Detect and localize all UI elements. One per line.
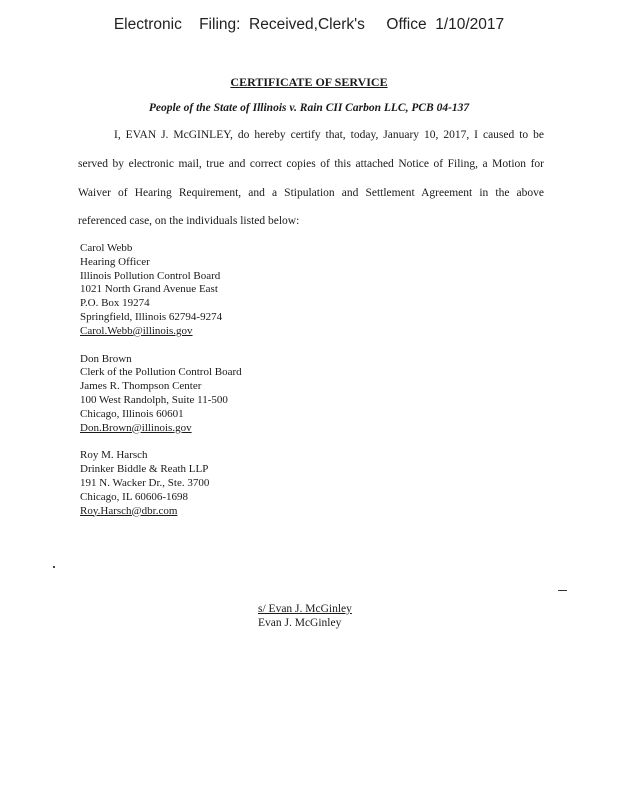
recipient-email-link[interactable]: Carol.Webb@illinois.gov [80,324,193,337]
recipient-carol-webb [80,242,242,339]
certification-line-2: served by electronic mail, true and correct copies of this attached Notice of Filing, a Motion for [78,158,544,170]
case-caption: People of the State of Illinois v. Rain CII Carbon LLC, PCB 04-137 [148,102,470,114]
recipient-address-line: Chicago, IL 60606-1698 [80,490,189,503]
certification-line-3: Waiver of Hearing Requirement, and a Stipulation and Settlement Agreement in the above [78,187,544,199]
signer-printed-name: Evan J. McGinley [258,617,342,629]
recipient-address-line: 100 West Randolph, Suite 11-500 [80,393,228,406]
recipient-roy-harsch [80,449,242,518]
recipient-address-line: James R. Thompson Center [80,380,202,393]
recipient-name: Don Brown [80,352,132,365]
recipient-address-line: 1021 North Grand Avenue East [80,283,218,296]
stray-mark [53,566,55,568]
recipient-address-line: 191 N. Wacker Dr., Ste. 3700 [80,476,210,489]
recipient-name: Roy M. Harsch [80,449,148,462]
stray-dash [558,590,567,591]
recipient-address-line: Hearing Officer [80,255,150,268]
recipient-address-line: P.O. Box 19274 [80,297,150,310]
signature-block [258,602,352,630]
recipient-address-line: Chicago, Illinois 60601 [80,407,184,420]
recipient-name: Carol Webb [80,242,133,254]
certification-line-1: I, EVAN J. McGINLEY, do hereby certify that, today, January 10, 2017, I caused to be [114,129,544,141]
electronic-filing-stamp: Electronic Filing: Received,Clerk's Office 1/10/2017 [113,16,505,33]
certificate-title: CERTIFICATE OF SERVICE [230,75,388,89]
recipient-don-brown [80,353,242,436]
recipient-email-link[interactable]: Roy.Harsch@dbr.com [80,504,178,517]
recipient-email-link[interactable]: Don.Brown@illinois.gov [80,421,192,434]
service-list [80,242,242,532]
recipient-address-line: Clerk of the Pollution Control Board [80,366,242,379]
certification-line-4: referenced case, on the individuals listed below: [78,215,300,227]
recipient-address-line: Illinois Pollution Control Board [80,269,221,282]
recipient-address-line: Springfield, Illinois 62794-9274 [80,310,223,323]
recipient-address-line: Drinker Biddle & Reath LLP [80,463,209,476]
electronic-signature: s/ Evan J. McGinley [258,603,352,615]
